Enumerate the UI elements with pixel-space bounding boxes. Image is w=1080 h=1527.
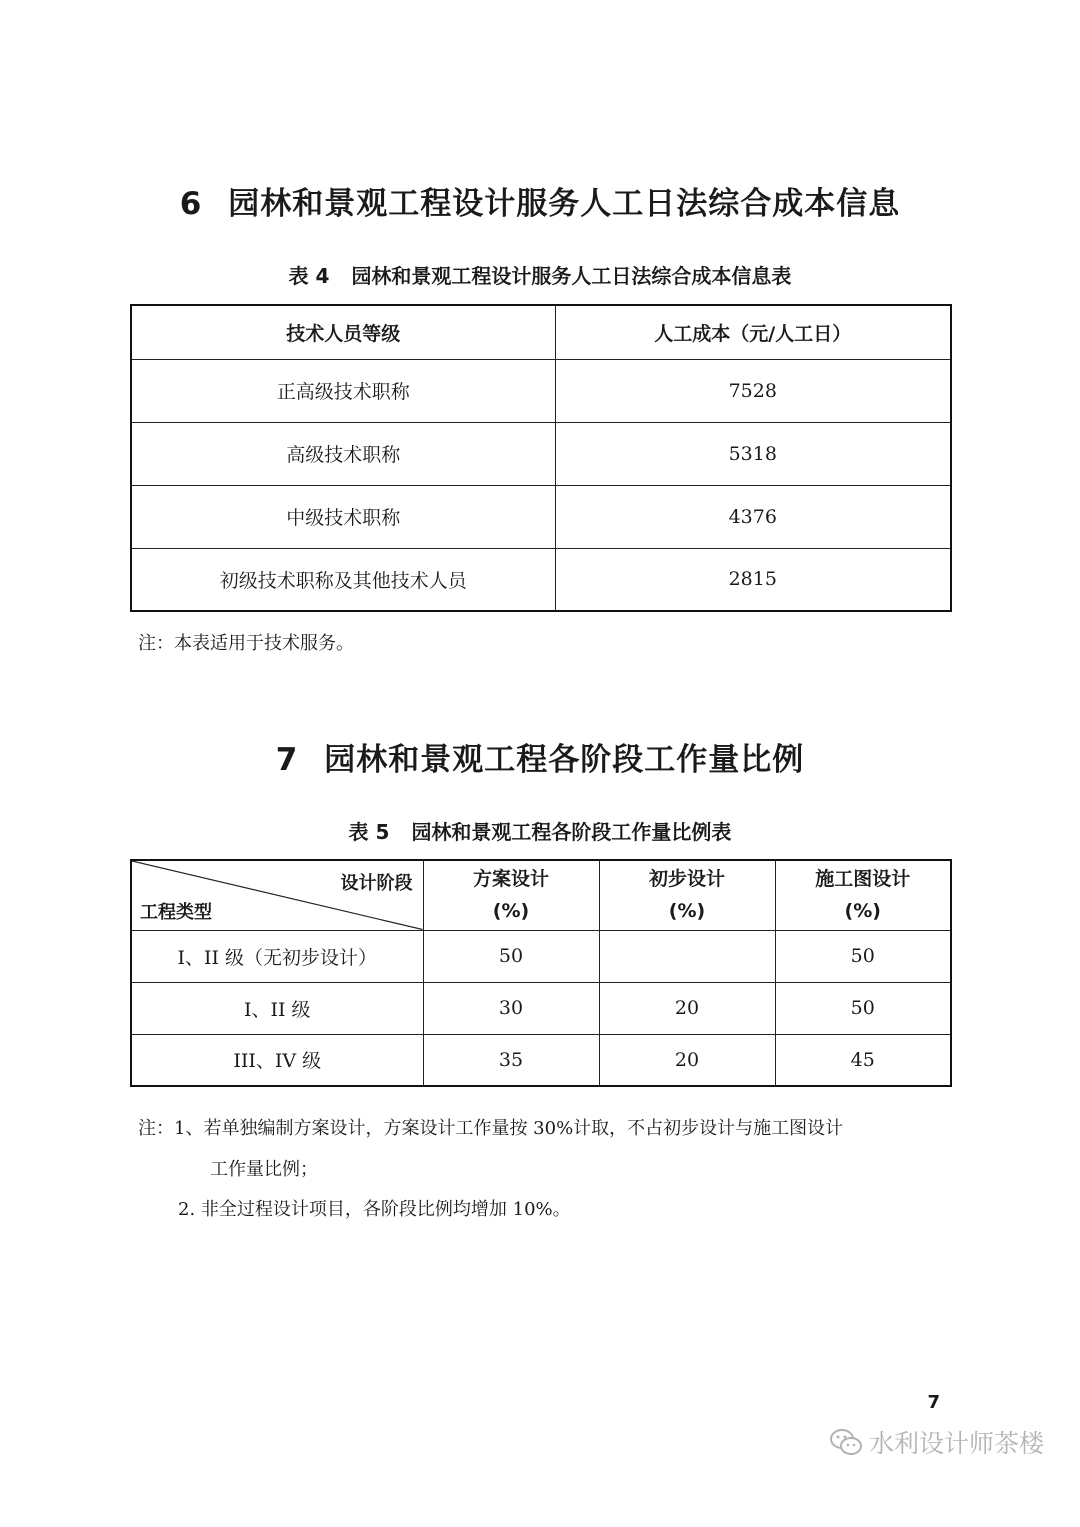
table-5-caption (0, 816, 1080, 845)
table-4-caption-number: 表 4 (288, 264, 330, 288)
table-5-value-cell: 50 (423, 930, 599, 982)
page-number: 7 (927, 1392, 940, 1413)
table-4-cost-cell: 2815 (555, 548, 951, 611)
table-5-value-cell: 20 (599, 1034, 775, 1086)
table-4-header-row (131, 305, 951, 359)
table-4-cost-cell: 5318 (555, 422, 951, 485)
table-5-caption-number: 表 5 (348, 820, 390, 844)
table-row (131, 982, 951, 1034)
table-4-header-cell: 技术人员等级 (131, 305, 555, 359)
table-4-grade-cell: 初级技术职称及其他技术人员 (131, 548, 555, 611)
table-5-corner-bottom: 工程类型 (140, 901, 212, 923)
table-5-header-cell (775, 860, 951, 930)
table-5-value-cell: 50 (775, 930, 951, 982)
table-5-header-unit: (%) (492, 900, 530, 923)
table-5-value-cell: 50 (775, 982, 951, 1034)
table-5-note-1-continued: 工作量比例； (210, 1159, 318, 1180)
table-row (131, 359, 951, 422)
table-4-grade-cell: 高级技术职称 (131, 422, 555, 485)
table-5-caption-title: 园林和景观工程各阶段工作量比例表 (411, 820, 732, 844)
table-4-grade-cell: 正高级技术职称 (131, 359, 555, 422)
table-4-note: 注：本表适用于技术服务。 (138, 633, 354, 654)
table-5-header-unit: (%) (844, 900, 881, 923)
table-5-value-cell (599, 930, 775, 982)
table-5-corner-top: 设计阶段 (340, 873, 413, 894)
table-row (131, 548, 951, 611)
table-5-header-name: 方案设计 (472, 868, 549, 891)
table-row (131, 485, 951, 548)
table-5-value-cell: 35 (423, 1034, 599, 1086)
section-6-title: 园林和景观工程设计服务人工日法综合成本信息 (228, 186, 901, 222)
table-5-header-name: 初步设计 (648, 868, 725, 891)
table-row (131, 930, 951, 982)
table-4 (130, 304, 952, 612)
table-row (131, 1034, 951, 1086)
table-5-header-cell (423, 860, 599, 930)
table-5 (130, 859, 952, 1087)
table-5-value-cell: 45 (775, 1034, 951, 1086)
table-4-grade-cell: 中级技术职称 (131, 485, 555, 548)
table-5-header-name: 施工图设计 (815, 868, 911, 891)
table-5-value-cell: 30 (423, 982, 599, 1034)
table-5-header-cell (599, 860, 775, 930)
wechat-icon (829, 1427, 863, 1457)
table-5-type-cell: I、II 级（无初步设计） (131, 930, 423, 982)
table-5-note-2: 2. 非全过程设计项目，各阶段比例均增加 10%。 (178, 1199, 571, 1220)
table-4-header-cell: 人工成本（元/人工日） (555, 305, 951, 359)
table-4-caption-title: 园林和景观工程设计服务人工日法综合成本信息表 (351, 264, 792, 288)
section-7-title: 园林和景观工程各阶段工作量比例 (324, 742, 805, 778)
table-5-corner-cell (131, 860, 423, 930)
table-5-header-unit: (%) (668, 900, 706, 923)
table-row (131, 422, 951, 485)
watermark-text: 水利设计师茶楼 (868, 1429, 1044, 1458)
table-5-type-cell: I、II 级 (131, 982, 423, 1034)
watermark (829, 1424, 1044, 1460)
table-5-header-row (131, 860, 951, 930)
table-4-cost-cell: 4376 (555, 485, 951, 548)
table-4-caption (0, 260, 1080, 289)
section-7-heading (0, 734, 1080, 779)
section-6-number: 6 (179, 186, 203, 222)
section-6-heading (0, 178, 1080, 223)
table-4-cost-cell: 7528 (555, 359, 951, 422)
table-5-note-1: 注：1、若单独编制方案设计，方案设计工作量按 30%计取，不占初步设计与施工图设计 (138, 1118, 844, 1139)
section-7-number: 7 (275, 742, 299, 778)
table-5-type-cell: III、IV 级 (131, 1034, 423, 1086)
table-5-value-cell: 20 (599, 982, 775, 1034)
